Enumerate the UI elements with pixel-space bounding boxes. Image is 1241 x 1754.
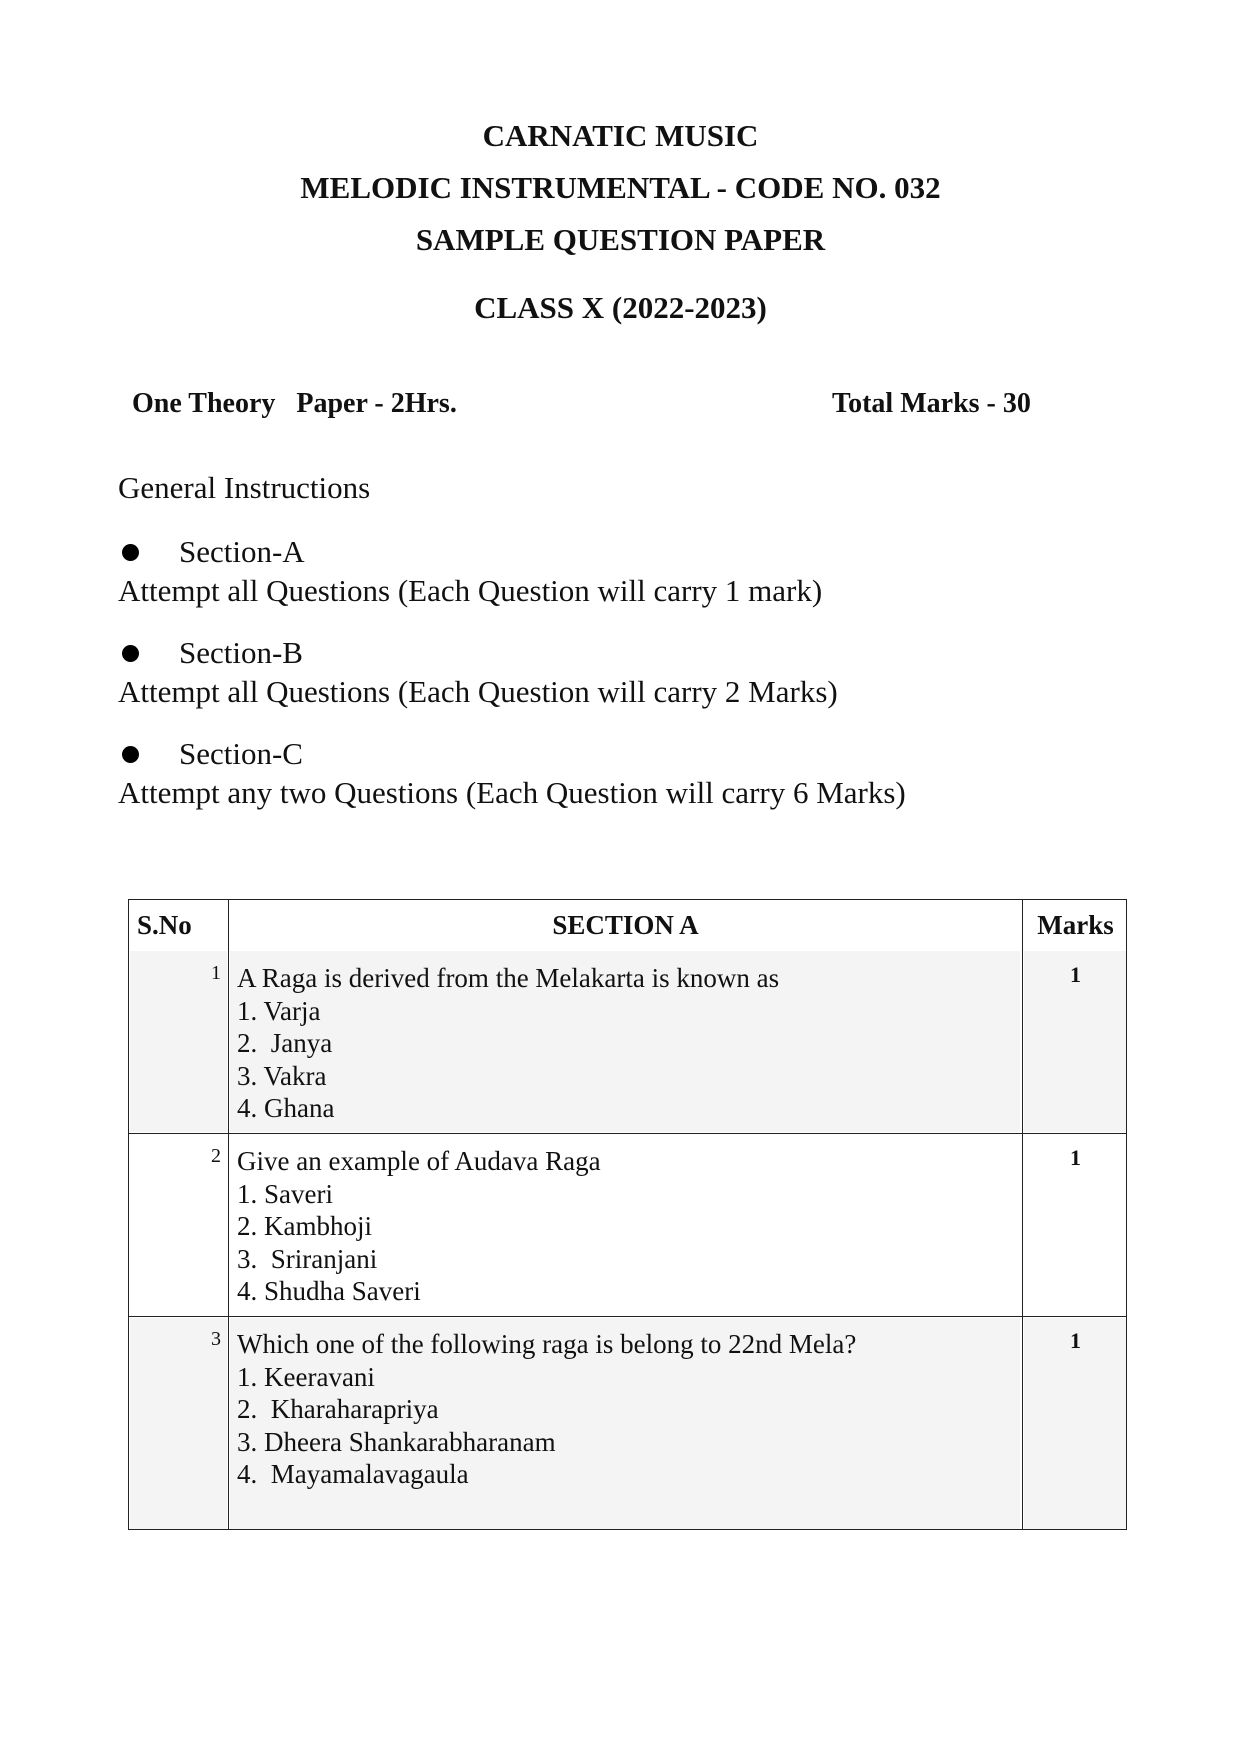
question-number: 2	[211, 1145, 221, 1167]
instruction-section-b	[120, 635, 303, 671]
answer-option: 1. Saveri	[237, 1178, 333, 1209]
section-label: Section-B	[179, 635, 303, 670]
row-divider	[129, 1133, 1126, 1134]
answer-option: 4. Mayamalavagaula	[237, 1459, 469, 1489]
section-label: Section-C	[179, 736, 303, 771]
question-text: Give an example of Audava Raga	[237, 1146, 601, 1176]
instruction-section-c	[120, 736, 303, 772]
question-marks: 1	[1070, 1328, 1081, 1353]
bullet-icon	[122, 544, 139, 561]
answer-option: 3. Sriranjani	[237, 1243, 378, 1274]
bullet-icon	[122, 746, 139, 763]
column-divider	[1022, 900, 1023, 1529]
question-cell	[237, 1145, 1017, 1308]
question-table	[128, 899, 1127, 1530]
column-header-sno: S.No	[137, 910, 192, 940]
class-year: CLASS X (2022-2023)	[474, 290, 767, 325]
column-header-section: SECTION A	[552, 910, 699, 940]
paper-duration: One Theory Paper - 2Hrs.	[132, 388, 457, 419]
instruction-text-c: Attempt any two Questions (Each Question will carry 6 Marks)	[118, 775, 906, 810]
question-cell	[237, 962, 1017, 1125]
section-label: Section-A	[179, 534, 305, 569]
column-divider	[228, 900, 229, 1529]
instruction-section-a	[120, 534, 305, 570]
question-marks: 1	[1070, 962, 1081, 987]
answer-option: 1. Varja	[237, 995, 321, 1026]
answer-option: 4. Shudha Saveri	[237, 1276, 421, 1306]
answer-option: 2. Kambhoji	[237, 1211, 372, 1241]
answer-option: 4. Ghana	[237, 1093, 335, 1123]
general-instructions-heading: General Instructions	[118, 470, 371, 505]
question-cell	[237, 1328, 1017, 1491]
document-title: CARNATIC MUSIC	[482, 118, 759, 153]
answer-option: 1. Keeravani	[237, 1361, 375, 1392]
instruction-text-a: Attempt all Questions (Each Question will carry 1 mark)	[118, 573, 823, 608]
answer-option: 3. Vakra	[237, 1060, 327, 1091]
question-number: 3	[211, 1328, 221, 1350]
bullet-icon	[122, 645, 139, 662]
subject-code: MELODIC INSTRUMENTAL - CODE NO. 032	[300, 170, 941, 205]
answer-option: 3. Dheera Shankarabharanam	[237, 1426, 556, 1457]
answer-option: 2. Janya	[237, 1028, 333, 1058]
question-marks: 1	[1070, 1145, 1081, 1170]
column-header-marks: Marks	[1037, 910, 1114, 940]
row-divider	[129, 1316, 1126, 1317]
answer-option: 2. Kharaharapriya	[237, 1394, 439, 1424]
instruction-text-b: Attempt all Questions (Each Question will carry 2 Marks)	[118, 674, 838, 709]
question-text: Which one of the following raga is belong to 22nd Mela?	[237, 1329, 857, 1359]
question-text: A Raga is derived from the Melakarta is known as	[237, 963, 780, 993]
paper-type: SAMPLE QUESTION PAPER	[415, 222, 826, 257]
total-marks: Total Marks - 30	[832, 388, 1031, 419]
question-number: 1	[211, 962, 221, 984]
